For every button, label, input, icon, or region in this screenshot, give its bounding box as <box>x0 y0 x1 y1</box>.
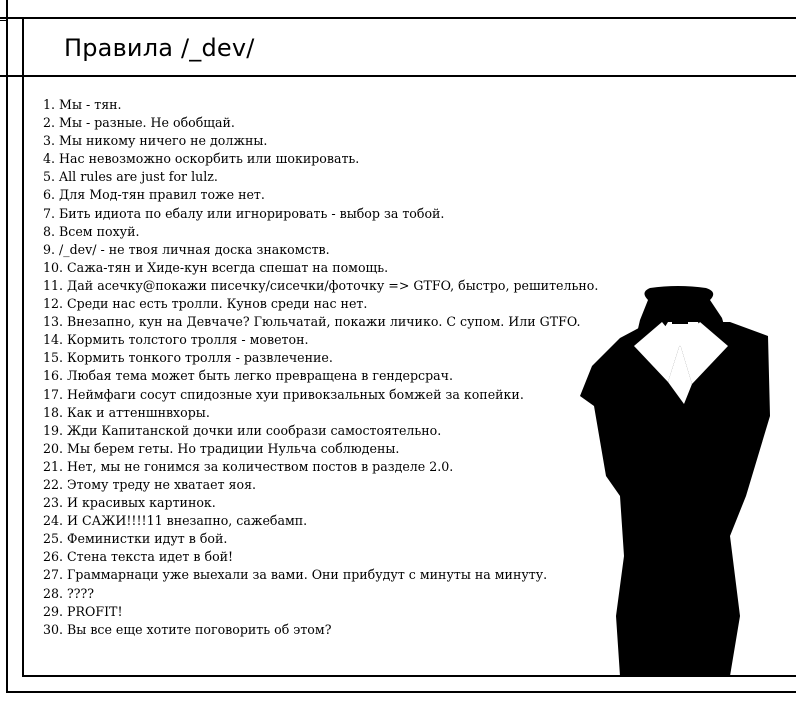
rule-item <box>43 458 598 476</box>
rule-text: Неймфаги сосут спидозные хуи привокзальных бомжей за копейки. <box>67 386 524 402</box>
frame-tick-left <box>0 20 8 21</box>
rule-item <box>43 96 598 114</box>
rule-item <box>43 259 598 277</box>
rule-item <box>43 114 598 132</box>
rule-number: 16. <box>43 368 64 384</box>
rule-text: Для Мод-тян правил тоже нет. <box>59 187 265 203</box>
frame-line-top <box>0 17 796 19</box>
rule-item <box>43 512 598 530</box>
rule-item <box>43 494 598 512</box>
rule-item <box>43 566 598 584</box>
rule-number: 26. <box>43 549 64 565</box>
rule-number: 7. <box>43 205 56 221</box>
frame-line-outer-bottom <box>6 691 796 693</box>
rule-text: Нет, мы не гонимся за количеством постов в разделе 2.0. <box>67 458 454 474</box>
rule-number: 4. <box>43 151 56 167</box>
rule-item <box>43 331 598 349</box>
rule-number: 29. <box>43 603 64 619</box>
rule-number: 18. <box>43 404 64 420</box>
rule-text: И САЖИ!!!!11 внезапно, сажебамп. <box>67 513 308 529</box>
rule-item <box>43 295 598 313</box>
rule-text: Мы - разные. Не обобщай. <box>59 115 235 131</box>
rule-text: Кормить тонкого тролля - развлечение. <box>67 350 333 366</box>
rule-text: Мы никому ничего не должны. <box>59 133 268 149</box>
rule-text: Сажа-тян и Хиде-кун всегда спешат на помощь. <box>67 259 389 275</box>
rule-item <box>43 621 598 639</box>
rule-text: Внезапно, кун на Девчаче? Гюльчатай, покажи личико. С супом. Или GTFO. <box>67 314 581 330</box>
rule-item <box>43 150 598 168</box>
rule-item <box>43 349 598 367</box>
rule-number: 23. <box>43 495 64 511</box>
rule-number: 27. <box>43 567 64 583</box>
rule-item <box>43 132 598 150</box>
rule-text: Как и аттеншнвхоры. <box>67 404 210 420</box>
rule-item <box>43 422 598 440</box>
rule-item <box>43 241 598 259</box>
rule-text: Кормить толстого тролля - моветон. <box>67 332 309 348</box>
rule-number: 25. <box>43 531 64 547</box>
rule-number: 9. <box>43 241 56 257</box>
rule-item <box>43 476 598 494</box>
rule-item <box>43 367 598 385</box>
rule-number: 24. <box>43 513 64 529</box>
rule-number: 10. <box>43 259 64 275</box>
rule-text: All rules are just for lulz. <box>59 169 218 185</box>
rule-number: 1. <box>43 97 56 112</box>
rule-text: Мы - тян. <box>59 97 122 112</box>
rule-number: 12. <box>43 296 64 312</box>
rule-text: Вы все еще хотите поговорить об этом? <box>67 621 332 637</box>
frame-line-inner-left <box>22 17 24 677</box>
rule-number: 30. <box>43 621 64 637</box>
frame-line-header-bottom <box>0 75 796 77</box>
rule-text: Всем похуй. <box>59 223 140 239</box>
figure-neck <box>672 296 688 324</box>
rule-number: 14. <box>43 332 64 348</box>
rule-text: Стена текста идет в бой! <box>67 549 234 565</box>
rule-item <box>43 530 598 548</box>
rule-text: /_dev/ - не твоя личная доска знакомств. <box>59 241 330 257</box>
page-title: Правила /_dev/ <box>64 34 255 62</box>
rule-number: 11. <box>43 277 64 293</box>
rule-number: 13. <box>43 314 64 330</box>
frame-line-outer-left <box>6 0 8 693</box>
rule-text: Бить идиота по ебалу или игнорировать - выбор за тобой. <box>59 205 445 221</box>
rule-text: Жди Капитанской дочки или сообрази самостоятельно. <box>67 422 442 438</box>
rule-item <box>43 585 598 603</box>
rule-text: PROFIT! <box>67 603 123 619</box>
rule-item <box>43 313 598 331</box>
rule-item <box>43 168 598 186</box>
rule-item <box>43 548 598 566</box>
rule-text: Мы берем геты. Но традиции Нульча соблюдены. <box>67 440 400 456</box>
rule-number: 5. <box>43 169 56 185</box>
rule-item <box>43 404 598 422</box>
rule-text: Этому треду не хватает яоя. <box>67 476 257 492</box>
rule-number: 20. <box>43 440 64 456</box>
rule-item <box>43 603 598 621</box>
rule-number: 6. <box>43 187 56 203</box>
rule-number: 17. <box>43 386 64 402</box>
rule-text: Среди нас есть тролли. Кунов среди нас нет. <box>67 296 368 312</box>
rule-item <box>43 186 598 204</box>
rule-number: 15. <box>43 350 64 366</box>
rule-item <box>43 277 598 295</box>
rule-number: 8. <box>43 223 56 239</box>
rule-text: Нас невозможно оскорбить или шокировать. <box>59 151 360 167</box>
rule-item <box>43 440 598 458</box>
rule-text: Граммарнаци уже выехали за вами. Они прибудут с минуты на минуту. <box>67 567 548 583</box>
rule-text: И красивых картинок. <box>67 495 216 511</box>
rule-item <box>43 205 598 223</box>
rule-number: 28. <box>43 585 64 601</box>
rule-number: 21. <box>43 458 64 474</box>
rule-item <box>43 386 598 404</box>
headless-suit-figure-illustration <box>580 286 796 678</box>
rules-list <box>43 96 598 639</box>
rule-text: ???? <box>67 585 95 601</box>
rule-number: 2. <box>43 115 56 131</box>
rule-text: Любая тема может быть легко превращена в гендерсрач. <box>67 368 454 384</box>
rule-text: Дай асечку@покажи писечку/сисечки/фоточку => GTFO, быстро, решительно. <box>67 277 599 293</box>
rule-item <box>43 223 598 241</box>
rule-number: 19. <box>43 422 64 438</box>
rule-number: 3. <box>43 133 56 149</box>
rule-text: Феминистки идут в бой. <box>67 531 228 547</box>
rule-number: 22. <box>43 476 64 492</box>
